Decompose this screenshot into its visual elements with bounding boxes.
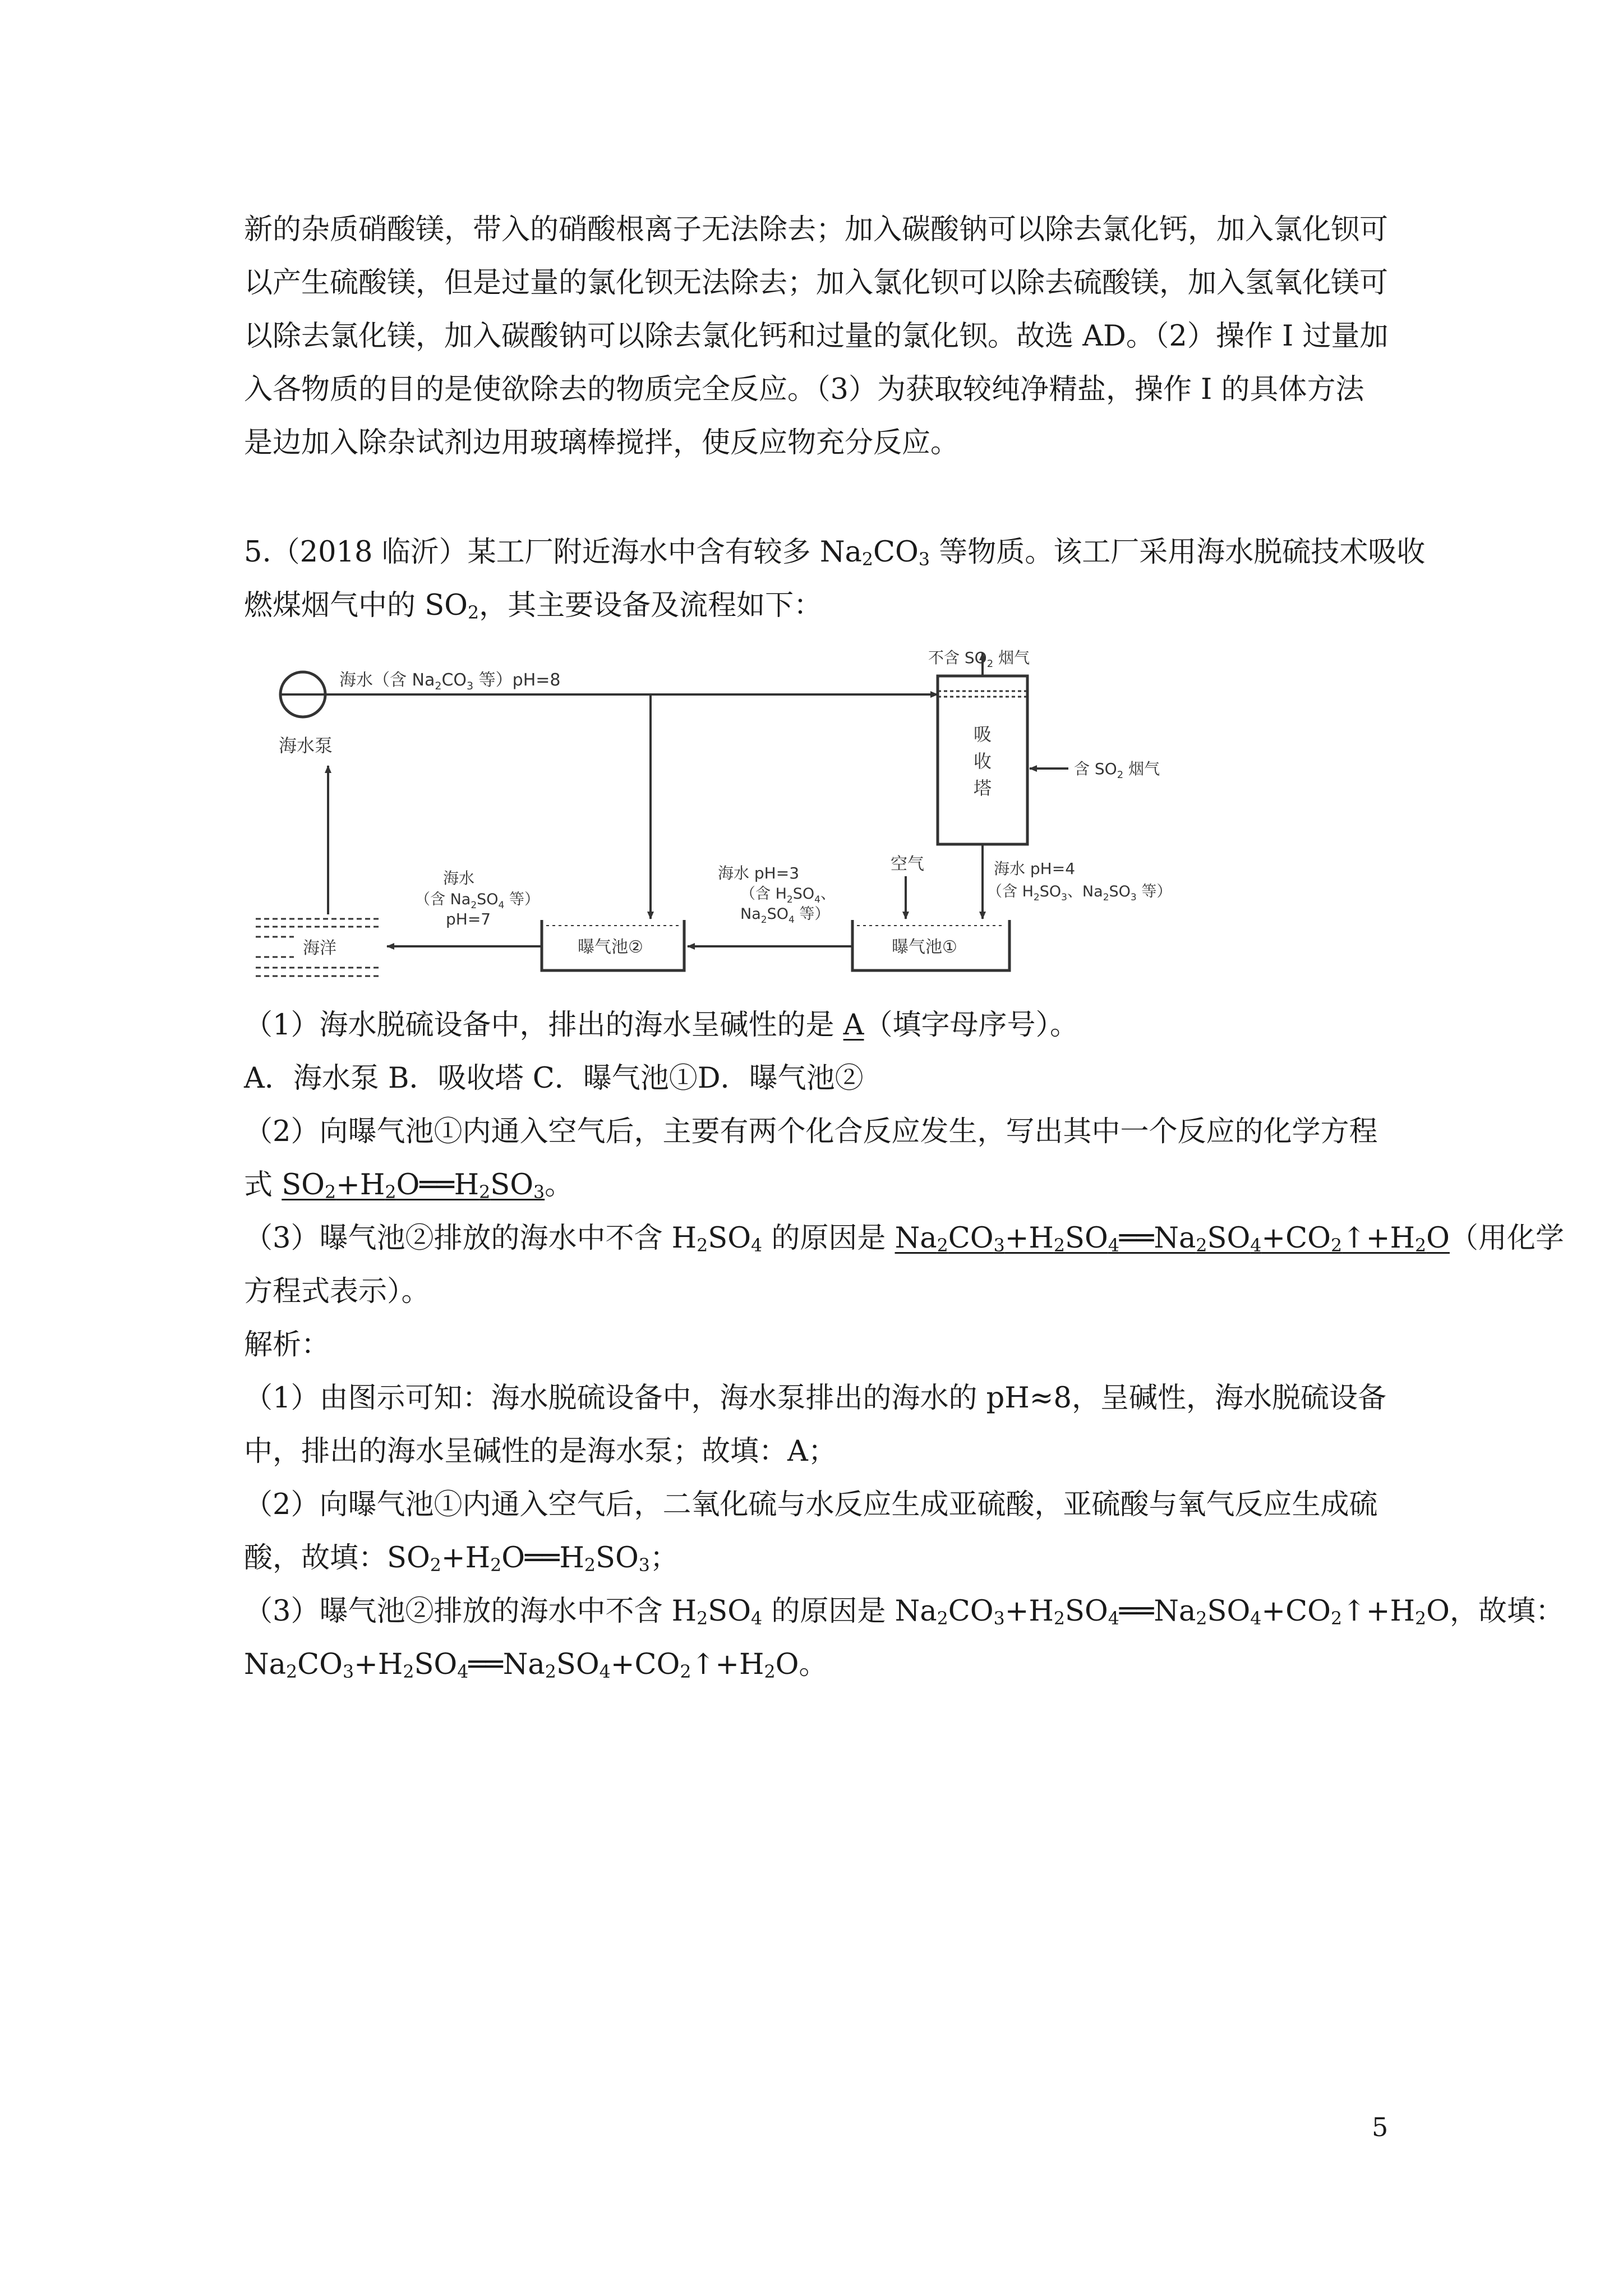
tower-drain-label: 海水 pH=4 <box>994 859 1076 878</box>
answer-blank: $Na_2CO_3+H_2SO_4══Na_2SO_4+CO_2↑+H_2O$ <box>895 1222 1450 1256</box>
air-label: 空气 <box>891 854 924 874</box>
pool-2-label: 曝气池② <box>578 937 643 957</box>
question-2: （2）向曝气池①内通入空气后，主要有两个化合反应发生，写出其中一个反应的化学方程 <box>244 1115 1378 1148</box>
text-line: 是边加入除杂试剂边用玻璃棒搅拌，使反应物充分反应。 <box>244 426 960 459</box>
explanation-line: （2）向曝气池①内通入空气后，二氧化硫与水反应生成亚硫酸，亚硫酸与氧气反应生成硫 <box>244 1488 1378 1521</box>
explanation-heading: 解析： <box>244 1328 330 1361</box>
mid-flow-label: 海水 pH=3 <box>718 864 800 882</box>
mid-flow-label: （含 $H_2SO_4$、 <box>740 885 836 905</box>
explanation-line: （3）曝气池②排放的海水中不含 $H_2SO_4$ 的原因是 $Na_2CO_3+H_2SO_4══Na_2SO_4+CO_2↑+H_2O$，故填： <box>244 1595 1564 1629</box>
seawater-desulfurization-flow-diagram <box>247 645 1189 993</box>
options-line: A．海水泵 B．吸收塔 C．曝气池①D．曝气池② <box>244 1062 864 1095</box>
left-flow-label: 海水 <box>443 869 475 887</box>
page-number: 5 <box>1372 2112 1389 2142</box>
explanation-line: 中，排出的海水呈碱性的是海水泵；故填：A； <box>244 1435 837 1468</box>
tower-label: 吸收塔 <box>974 724 992 799</box>
tower-outlet-label: 不含 $SO_2$ 烟气 <box>928 648 1030 670</box>
text-line: 方程式表示）。 <box>244 1275 430 1308</box>
ocean-label: 海洋 <box>303 938 336 958</box>
pool-1-label: 曝气池① <box>892 937 957 957</box>
text-line: 以产生硫酸镁，但是过量的氯化钡无法除去；加入氯化钡可以除去硫酸镁，加入氢氧化镁可 <box>244 266 1389 300</box>
explanation-line: 酸，故填：$SO_2+H_2O══H_2SO_3$； <box>244 1542 679 1576</box>
top-flow-label: 海水（含 $Na_2CO_3$ 等）pH=8 <box>339 670 561 692</box>
text-line: 燃煤烟气中的 $SO_2$，其主要设备及流程如下： <box>244 589 823 623</box>
mid-flow-label: $Na_2SO_4$ 等） <box>740 905 830 926</box>
question-2-answer: 式 $SO_2+H_2O══H_2SO_3$。 <box>244 1168 574 1203</box>
question-1: （1）海水脱硫设备中，排出的海水呈碱性的是 A（填字母序号）。 <box>244 1009 1079 1042</box>
explanation-line: （1）由图示可知：海水脱硫设备中，海水泵排出的海水的 pH≈8，呈碱性，海水脱硫设备 <box>244 1382 1386 1415</box>
tower-inlet-label: 含 $SO_2$ 烟气 <box>1074 760 1160 781</box>
text-line: 入各物质的目的是使欲除去的物质完全反应。（3）为获取较纯净精盐，操作 I 的具体方法 <box>244 373 1364 406</box>
pump-label: 海水泵 <box>279 735 333 756</box>
tower-drain-label: （含 $H_2SO_3$、$Na_2SO_3$ 等） <box>987 883 1172 903</box>
text-line: 以除去氯化镁，加入碳酸钠可以除去氯化钙和过量的氯化钡。故选 AD。（2）操作 I 过量加 <box>244 320 1389 353</box>
explanation-line: $Na_2CO_3+H_2SO_4══Na_2SO_4+CO_2↑+H_2O$。 <box>244 1648 828 1682</box>
left-flow-label: （含 $Na_2SO_4$ 等） <box>415 891 540 911</box>
text-line: 新的杂质硝酸镁，带入的硝酸根离子无法除去；加入碳酸钠可以除去氯化钙，加入氯化钡可 <box>244 213 1389 246</box>
answer-blank: $SO_2+H_2O══H_2SO_3$ <box>282 1168 545 1203</box>
question-3: （3）曝气池②排放的海水中不含 $H_2SO_4$ 的原因是 $Na_2CO_3+H_2SO_4══Na_2SO_4+CO_2↑+H_2O$（用化学 <box>244 1222 1564 1256</box>
question-5-line: 5.（2018 临沂）某工厂附近海水中含有较多 $Na_2CO_3$ 等物质。该工厂采用海水脱硫技术吸收 <box>244 536 1426 570</box>
left-flow-label: pH=7 <box>446 910 491 928</box>
answer-blank: A <box>843 1009 864 1042</box>
